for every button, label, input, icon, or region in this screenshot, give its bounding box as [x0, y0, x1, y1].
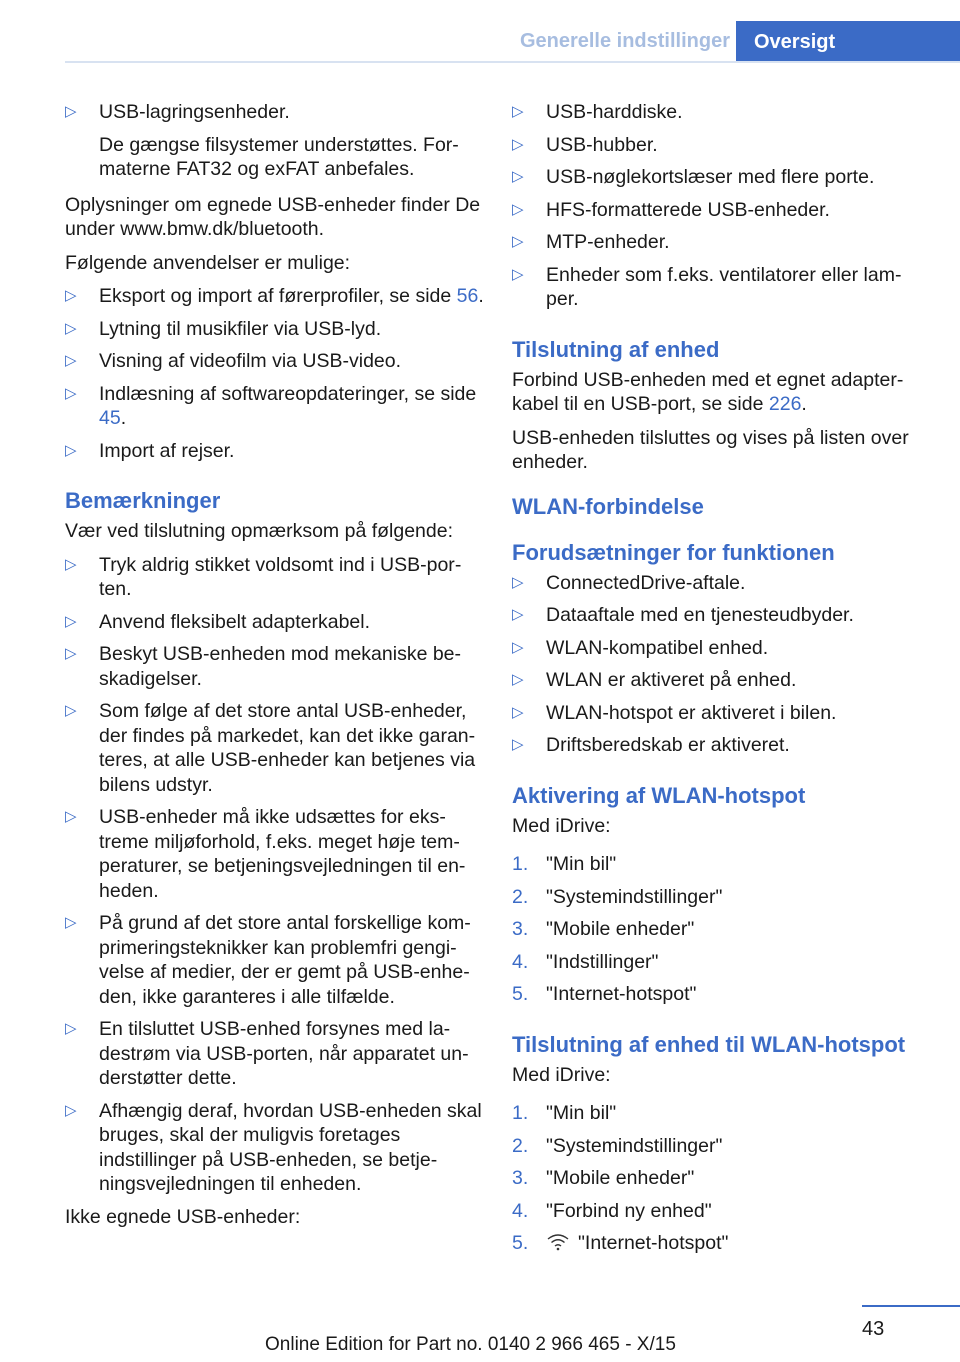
list-item: ▷ WLAN-kompatibel enhed. — [512, 636, 769, 659]
triangle-bullet-icon: ▷ — [65, 1020, 77, 1037]
triangle-bullet-icon: ▷ — [65, 319, 77, 337]
list-item: ▷ Import af rejser. — [65, 439, 235, 462]
heading-connect-device: Tilslutning af enhed — [512, 336, 720, 362]
step-item: 5. "Internet-hotspot" — [512, 1232, 729, 1254]
step-item: 1. "Min bil" — [512, 1102, 617, 1124]
heading-activate-hotspot: Aktivering af WLAN-hotspot — [512, 782, 806, 808]
paragraph: Med iDrive: — [512, 1063, 611, 1086]
triangle-bullet-icon: ▷ — [512, 265, 524, 283]
triangle-bullet-icon: ▷ — [65, 555, 77, 573]
step-item: 5. "Internet-hotspot" — [512, 983, 697, 1005]
page-number: 43 — [862, 1318, 885, 1340]
triangle-bullet-icon: ▷ — [65, 103, 77, 120]
list-item: ▷ USB-lagringsenheder. — [65, 101, 290, 123]
triangle-bullet-icon: ▷ — [512, 103, 524, 120]
list-item: ▷ ConnectedDrive-aftale. — [512, 571, 746, 594]
triangle-bullet-icon: ▷ — [65, 808, 77, 825]
triangle-bullet-icon: ▷ — [65, 645, 77, 662]
section-title: Generelle indstillinger — [519, 30, 730, 52]
step-item: 4. "Indstillinger" — [512, 950, 659, 973]
paragraph: Vær ved tilslutning opmærksom på følgende: — [65, 520, 454, 542]
step-item: 2. "Systemindstillinger" — [512, 1134, 723, 1157]
heading-prerequisites: Forudsætninger for funktionen — [512, 539, 835, 565]
list-item: ▷ En tilsluttet USB-enhed forsynes med ladestrøm via USB-porten, når apparatet understøtter dette. — [65, 1018, 469, 1089]
list-item: ▷ Lytning til musikfiler via USB-lyd. — [65, 317, 382, 340]
triangle-bullet-icon: ▷ — [512, 736, 524, 753]
heading-wlan: WLAN-forbindelse — [512, 493, 704, 519]
triangle-bullet-icon: ▷ — [512, 200, 524, 218]
list-item: ▷ På grund af det store antal forskellige komprimeringsteknikker kan problemfri gengivelse af medier, der er gemt på USB-enheden, ikke garanteres i alle tilfælde. — [65, 912, 471, 1008]
section-tab-label: Oversigt — [754, 31, 836, 53]
triangle-bullet-icon: ▷ — [65, 702, 77, 719]
list-item: ▷ Afhængig deraf, hvordan USB-enheden skal bruges, skal der muligvis foretages indstillinger på USB-enheden, se betjeningsvejledningen til enheden. — [65, 1099, 482, 1195]
section-tab — [736, 21, 960, 62]
paragraph: Forbind USB-enheden med et egnet adapterkabel til en USB-port, se side 226. — [512, 368, 904, 415]
header-rule — [65, 61, 960, 63]
step-item: 3. "Mobile enheder" — [512, 918, 695, 940]
triangle-bullet-icon: ▷ — [512, 233, 524, 250]
list-item: ▷ Visning af videofilm via USB-video. — [65, 350, 402, 372]
paragraph: USB-enheden tilsluttes og vises på listen over enheder. — [512, 426, 909, 473]
list-item: ▷ Driftsberedskab er aktiveret. — [512, 734, 790, 756]
footer-rule — [862, 1305, 960, 1307]
paragraph: Ikke egnede USB-enheder: — [65, 1205, 301, 1228]
edition-footer: Online Edition for Part no. 0140 2 966 465 - X/15 — [265, 1334, 676, 1355]
list-item: ▷ Dataaftale med en tjenesteudbyder. — [512, 604, 854, 626]
triangle-bullet-icon: ▷ — [512, 703, 524, 721]
triangle-bullet-icon: ▷ — [65, 287, 77, 304]
page-link[interactable]: 45 — [99, 407, 121, 429]
list-item-subtext: De gængse filsystemer understøttes. Formaterne FAT32 og exFAT anbefales. — [99, 133, 459, 180]
triangle-bullet-icon: ▷ — [512, 168, 524, 185]
heading-notes: Bemærkninger — [65, 488, 221, 513]
triangle-bullet-icon: ▷ — [65, 441, 77, 459]
paragraph: Med iDrive: — [512, 814, 611, 837]
wifi-icon — [546, 1233, 570, 1251]
list-item: ▷ WLAN-hotspot er aktiveret i bilen. — [512, 701, 837, 724]
paragraph: Følgende anvendelser er mulige: — [65, 251, 351, 274]
heading-connect-hotspot: Tilslutning af enhed til WLAN-hotspot — [512, 1031, 906, 1057]
triangle-bullet-icon: ▷ — [65, 384, 77, 402]
left-column — [65, 100, 485, 1238]
list-item: ▷ Enheder som f.eks. ventilatorer eller lamper. — [512, 263, 902, 310]
list-item: ▷ Beskyt USB-enheden mod mekaniske beskadigelser. — [65, 643, 462, 690]
list-item: ▷ Som følge af det store antal USB-enheder, der findes på markedet, kan det ikke garanteres, at alle USB-enheder kan betjenes via bilens udstyr. — [65, 700, 476, 796]
list-item: ▷ Eksport og import af førerprofiler, se side 56. — [65, 285, 484, 307]
list-item: ▷ USB-nøglekortslæser med flere porte. — [512, 166, 875, 188]
triangle-bullet-icon: ▷ — [65, 612, 77, 630]
list-item: ▷ Indlæsning af softwareopdateringer, se side 45. — [65, 382, 477, 429]
list-item: ▷ WLAN er aktiveret på enhed. — [512, 669, 797, 691]
page-header — [0, 0, 960, 62]
list-item: ▷ HFS-formatterede USB-enheder. — [512, 198, 830, 221]
step-item: 2. "Systemindstillinger" — [512, 885, 723, 908]
triangle-bullet-icon: ▷ — [65, 352, 77, 369]
triangle-bullet-icon: ▷ — [512, 671, 524, 688]
triangle-bullet-icon: ▷ — [512, 135, 524, 153]
step-item: 1. "Min bil" — [512, 853, 617, 875]
list-item: ▷ Tryk aldrig stikket voldsomt ind i USB-porten. — [65, 553, 462, 600]
triangle-bullet-icon: ▷ — [65, 914, 77, 931]
list-item: ▷ MTP-enheder. — [512, 231, 670, 253]
page-link[interactable]: 56 — [456, 285, 479, 307]
triangle-bullet-icon: ▷ — [512, 573, 524, 591]
right-column — [512, 100, 927, 1264]
paragraph: Oplysninger om egnede USB-enheder finder De under www.bmw.dk/bluetooth. — [65, 193, 481, 240]
triangle-bullet-icon: ▷ — [512, 606, 524, 623]
triangle-bullet-icon: ▷ — [512, 638, 524, 656]
page-link[interactable]: 226 — [768, 393, 802, 415]
list-item: ▷ Anvend fleksibelt adapterkabel. — [65, 610, 371, 633]
list-item: ▷ USB-harddiske. — [512, 101, 683, 123]
step-item: 4. "Forbind ny enhed" — [512, 1199, 712, 1222]
list-item: ▷ USB-hubber. — [512, 133, 658, 156]
step-item: 3. "Mobile enheder" — [512, 1167, 695, 1189]
list-item: ▷ USB-enheder må ikke udsættes for ekstreme miljøforhold, f.eks. meget høje temperaturer, se betjeningsvejledningen til enheden. — [65, 806, 466, 902]
triangle-bullet-icon: ▷ — [65, 1101, 77, 1119]
